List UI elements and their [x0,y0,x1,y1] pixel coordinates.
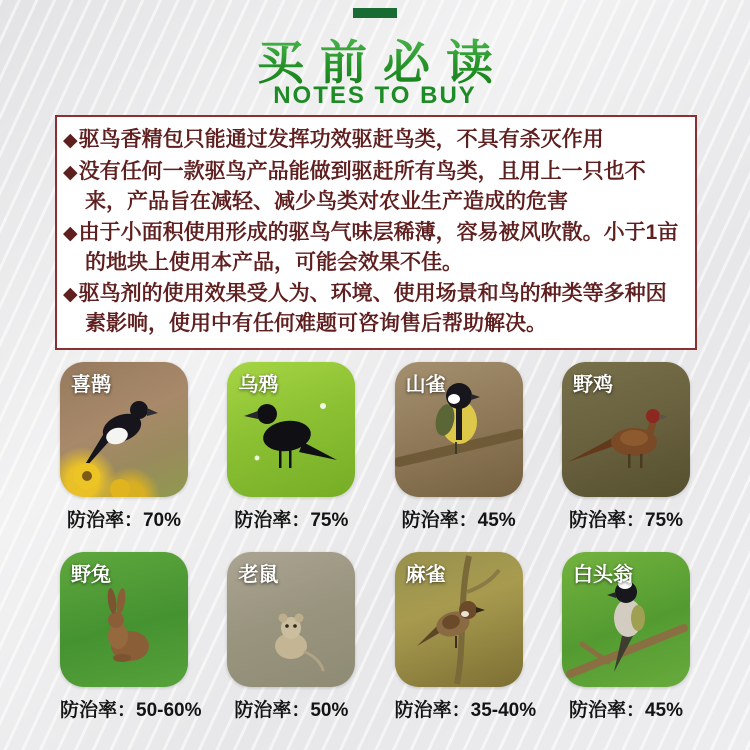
note-text: 驱鸟剂的使用效果受人为、环境、使用场景和鸟的种类等多种因素影响，使用中有任何难题可咨询售后帮助解决。 [78,282,667,335]
animal-name-label: 山雀 [405,374,446,396]
note-item [63,157,687,216]
control-rate-label: 防治率：75% [568,510,683,531]
animal-card-tit [395,362,523,532]
diamond-bullet-icon: ◆ [63,284,78,305]
animal-name-label: 乌鸦 [238,374,279,396]
page-subtitle: NOTES TO BUY [273,82,477,109]
animal-card-crow [227,362,355,532]
control-rate-label: 防治率：75% [234,510,349,531]
bulbul-photo [562,552,690,687]
animal-card-sparrow [394,552,537,722]
animal-name-label: 野鸡 [572,374,613,396]
magpie-photo [60,362,188,497]
control-rate-label: 防治率：35-40% [394,700,537,721]
control-rate-label: 防治率：45% [568,700,683,721]
note-text: 驱鸟香精包只能通过发挥功效驱赶鸟类，不具有杀灭作用 [78,128,604,151]
note-item [63,218,687,277]
note-text: 由于小面积使用形成的驱鸟气味层稀薄，容易被风吹散。小于1亩的地块上使用本产品，可能会效果不佳。 [78,221,679,274]
animal-card-mouse [227,552,355,722]
mouse-photo [227,552,355,687]
animal-grid [60,362,690,722]
animal-name-label: 麻雀 [405,564,446,586]
page-title: 买前必读 [0,26,750,93]
note-text: 没有任何一款驱鸟产品能做到驱赶所有鸟类，且用上一只也不来，产品旨在减轻、减少鸟类对农业生产造成的危害 [78,160,646,213]
note-item [63,279,687,338]
animal-name-label: 喜鹊 [71,374,111,396]
notes-box [55,115,697,350]
diamond-bullet-icon: ◆ [63,223,78,244]
animal-name-label: 老鼠 [238,564,279,586]
animal-name-label: 野兔 [71,564,111,586]
pheasant-photo [562,362,690,497]
diamond-bullet-icon: ◆ [63,130,78,151]
tit-photo [395,362,523,497]
animal-card-hare [60,552,202,722]
control-rate-label: 防治率：50-60% [60,700,202,721]
animal-card-pheasant [562,362,690,532]
control-rate-label: 防治率：50% [234,700,349,721]
sparrow-photo [395,552,523,687]
note-item [63,125,687,155]
header-accent-bar [353,8,397,18]
animal-card-magpie [60,362,188,532]
diamond-bullet-icon: ◆ [63,162,78,183]
control-rate-label: 防治率：45% [401,510,516,531]
control-rate-label: 防治率：70% [66,510,182,531]
animal-name-label: 白头翁 [572,564,633,586]
animal-card-bulbul [562,552,690,722]
crow-photo [227,362,355,497]
hare-photo [60,552,188,687]
